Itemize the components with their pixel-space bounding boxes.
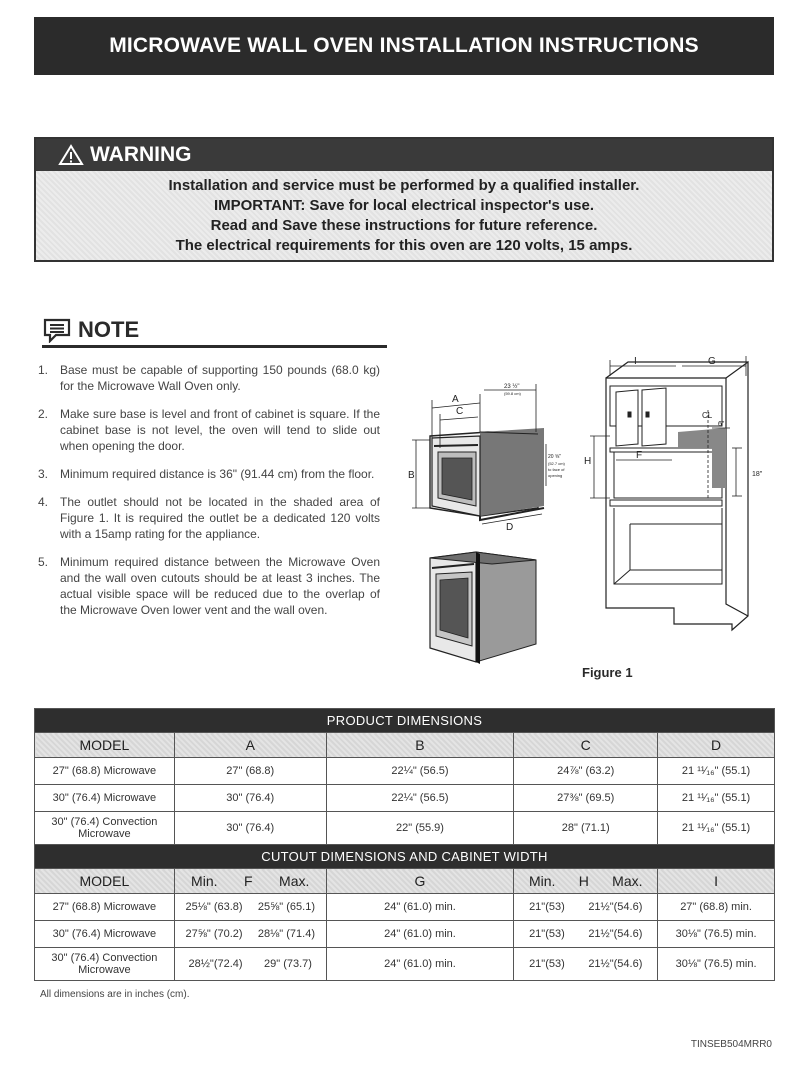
warning-line: Read and Save these instructions for future reference. [210, 216, 598, 234]
cell-max: 28⅛" (71.4) [257, 928, 315, 940]
list-item-number: 2. [38, 407, 49, 421]
table-cell: 27" (68.8) [174, 758, 326, 785]
list-item-text: The outlet should not be located in the shaded area of Figure 1. It is required the outlet be a dedicated 120 volts with a 15amp rating for the appliance. [60, 495, 380, 541]
column-header: C [514, 733, 658, 758]
table-cell: 30⅛" (76.5) min. [658, 921, 775, 948]
table-cell: 30⅛" (76.5) min. [658, 948, 775, 981]
oven-perspective-view [430, 552, 536, 664]
cell-max: 25⅝" (65.1) [257, 901, 315, 913]
list-item [38, 554, 380, 618]
figure-caption: Figure 1 [582, 665, 633, 680]
column-header [174, 869, 326, 894]
cabinet-view [606, 362, 748, 630]
warning-line: IMPORTANT: Save for local electrical inspector's use. [213, 196, 595, 214]
label-side-3: to face of [548, 467, 565, 472]
note-list [38, 362, 380, 630]
table-cell [514, 948, 658, 981]
label-side-4: opening [548, 473, 563, 478]
list-item [38, 494, 380, 542]
oven-front-view [430, 428, 544, 520]
cell-min: 21"(53) [529, 958, 565, 970]
table-row [35, 785, 775, 812]
table-cell: 22¼" (56.5) [326, 785, 514, 812]
section-row [35, 709, 775, 733]
column-header: D [658, 733, 775, 758]
column-header: G [326, 869, 514, 894]
cell-min: 21"(53) [529, 928, 565, 940]
label-eighteen: 18" [752, 471, 763, 478]
header-row [35, 733, 775, 758]
footnote: All dimensions are in inches (cm). [40, 989, 190, 1000]
column-header: A [174, 733, 326, 758]
column-header: B [326, 733, 514, 758]
header-row [35, 869, 775, 894]
warning-box [34, 137, 774, 262]
note-heading [42, 314, 387, 348]
column-header-max: Max. [279, 873, 310, 889]
list-item [38, 362, 380, 394]
warning-heading [36, 139, 772, 171]
label-six: 6" [718, 421, 725, 428]
section-title: CUTOUT DIMENSIONS AND CABINET WIDTH [35, 845, 775, 869]
label-i: I [634, 356, 637, 367]
table-cell [174, 921, 326, 948]
label-c: C [456, 406, 464, 417]
column-header [514, 869, 658, 894]
table-cell: 22" (55.9) [326, 812, 514, 845]
table-cell: 28" (71.1) [514, 812, 658, 845]
document-code: TINSEB504MRR0 [690, 1039, 772, 1050]
table-cell: 21 ¹¹⁄₁₆" (55.1) [658, 785, 775, 812]
label-side-1: 20 ⅝" [548, 454, 561, 460]
installation-figure [396, 348, 786, 678]
column-header: MODEL [35, 869, 175, 894]
column-header: MODEL [35, 733, 175, 758]
list-item [38, 406, 380, 454]
table-cell: 27" (68.8) min. [658, 894, 775, 921]
list-item-text: Minimum required distance is 36" (91.44 cm) from the floor. [60, 467, 375, 481]
list-item-text: Minimum required distance between the Microwave Oven and the wall oven cutouts should be at least 3 inches. The actual visible space will be reduced due to the overlap of the Microwave Oven lower vent and the wall oven. [60, 555, 380, 617]
table-cell: 27" (68.8) Microwave [35, 758, 175, 785]
warning-line: Installation and service must be performed by a qualified installer. [168, 176, 640, 194]
table-cell: 30" (76.4) [174, 812, 326, 845]
cell-max: 21½"(54.6) [588, 928, 643, 940]
table-cell: 24" (61.0) min. [326, 921, 514, 948]
cell-min: 21"(53) [529, 901, 565, 913]
label-f: F [636, 450, 643, 461]
table-cell: 27" (68.8) Microwave [35, 894, 175, 921]
label-depth-cm: (59.8 cm) [504, 391, 521, 396]
table-cell: 24⅞" (63.2) [514, 758, 658, 785]
dimensions-table [34, 708, 775, 981]
cell-min: 28½"(72.4) [188, 958, 243, 970]
table-cell: 22¼" (56.5) [326, 758, 514, 785]
table-cell: 30" (76.4) Microwave [35, 785, 175, 812]
warning-triangle-icon [58, 144, 84, 166]
warning-line: The electrical requirements for this oven are 120 volts, 15 amps. [175, 236, 633, 254]
table-cell: 24" (61.0) min. [326, 894, 514, 921]
label-h: H [584, 456, 592, 467]
table-cell [174, 948, 326, 981]
column-header-min: Min. [191, 873, 218, 889]
label-g: G [708, 356, 716, 367]
column-header: I [658, 869, 775, 894]
table-cell: 27⅜" (69.5) [514, 785, 658, 812]
table-cell [514, 894, 658, 921]
note-icon [42, 317, 72, 343]
warning-body [36, 171, 772, 260]
column-header-min: Min. [528, 873, 556, 889]
list-item-text: Base must be capable of supporting 150 pounds (68.0 kg) for the Microwave Wall Oven only. [60, 363, 380, 393]
note-heading-text: NOTE [78, 316, 140, 342]
table-cell: 21 ¹¹⁄₁₆" (55.1) [658, 812, 775, 845]
label-cl: CL [702, 411, 713, 420]
label-b: B [408, 470, 415, 481]
table-row [35, 758, 775, 785]
table-cell: 30" (76.4) Convection Microwave [35, 812, 175, 845]
table-row [35, 894, 775, 921]
table-row [35, 921, 775, 948]
list-item-number: 5. [38, 555, 49, 569]
column-header-letter: F [243, 873, 253, 889]
cell-max: 21½"(54.6) [588, 901, 643, 913]
table-row [35, 812, 775, 845]
table-row [35, 948, 775, 981]
label-depth: 23 ½" [504, 384, 520, 390]
table-cell: 21 ¹¹⁄₁₆" (55.1) [658, 758, 775, 785]
cell-max: 29" (73.7) [264, 958, 312, 970]
section-row [35, 845, 775, 869]
cell-max: 21½"(54.6) [588, 958, 643, 970]
list-item [38, 466, 380, 482]
column-header-letter: H [578, 873, 589, 889]
list-item-number: 3. [38, 467, 49, 481]
column-header-max: Max. [612, 873, 643, 889]
warning-heading-text: WARNING [90, 143, 192, 166]
cell-min: 27⅝" (70.2) [185, 928, 243, 940]
table-cell [174, 894, 326, 921]
cell-min: 25⅛" (63.8) [185, 901, 243, 913]
table-cell: 24" (61.0) min. [326, 948, 514, 981]
list-item-number: 1. [38, 363, 49, 377]
list-item-text: Make sure base is level and front of cabinet is square. If the cabinet base is not level, the oven will tend to slide out when opening the door. [60, 407, 380, 453]
table-cell: 30" (76.4) [174, 785, 326, 812]
label-d: D [506, 522, 514, 533]
table-cell [514, 921, 658, 948]
list-item-number: 4. [38, 495, 49, 509]
page-title: MICROWAVE WALL OVEN INSTALLATION INSTRUCTIONS [34, 17, 774, 75]
table-cell: 30" (76.4) Convection Microwave [35, 948, 175, 981]
label-side-2: (52.7 cm) [548, 461, 565, 466]
section-title: PRODUCT DIMENSIONS [35, 709, 775, 733]
table-cell: 30" (76.4) Microwave [35, 921, 175, 948]
label-a: A [452, 394, 459, 405]
